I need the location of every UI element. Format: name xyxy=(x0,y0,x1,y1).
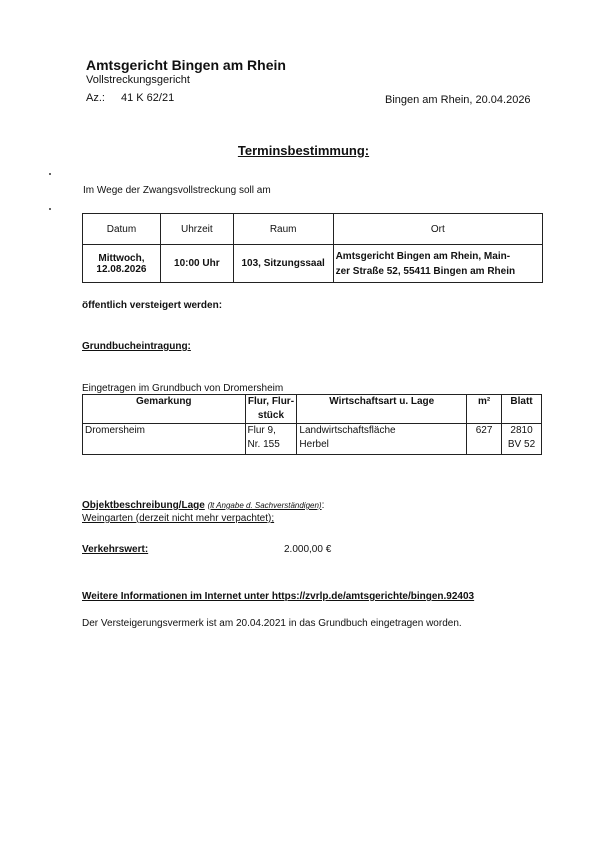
grundbuch-table xyxy=(82,394,542,455)
header-datum: Datum xyxy=(83,214,161,245)
cell-wirtschaftsart xyxy=(297,424,467,455)
cell-flur xyxy=(245,424,297,455)
wirtschaftsart-line-1: Landwirtschaftsfläche xyxy=(299,425,396,436)
cell-gemarkung: Dromersheim xyxy=(83,424,246,455)
header-blatt: Blatt xyxy=(502,395,542,424)
grundbuch-heading: Grundbucheintragung: xyxy=(82,341,191,352)
termin-header-row xyxy=(83,214,543,245)
header-flur-line-2: stück xyxy=(257,410,285,421)
ort-line-1: Amtsgericht Bingen am Rhein, Main- xyxy=(335,250,511,262)
cell-uhrzeit: 10:00 Uhr xyxy=(160,245,233,283)
objekt-suffix: : xyxy=(321,500,325,511)
wirtschaftsart-line-2: Herbel xyxy=(299,439,329,450)
header-wirtschaftsart: Wirtschaftsart u. Lage xyxy=(297,395,467,424)
objekt-description: Weingarten (derzeit nicht mehr verpachtet); xyxy=(82,513,275,524)
court-name: Amtsgericht Bingen am Rhein xyxy=(86,57,286,73)
place-date: Bingen am Rhein, 20.04.2026 xyxy=(385,94,531,106)
document-heading xyxy=(0,143,607,158)
cell-qm: 627 xyxy=(467,424,502,455)
grundbuch-header-row xyxy=(83,395,542,424)
blatt-line-2: BV 52 xyxy=(507,439,536,450)
header-flur-line-1: Flur, Flur- xyxy=(247,396,295,407)
verkehrswert-value: 2.000,00 € xyxy=(284,544,332,555)
info-link-text[interactable]: Weitere Informationen im Internet unter https://zvrlp.de/amtsgerichte/bingen.92403 xyxy=(82,591,475,602)
cell-datum xyxy=(83,245,161,283)
objekt-label-line xyxy=(82,500,324,511)
header-qm: m² xyxy=(467,395,502,424)
margin-dot xyxy=(49,173,51,175)
objekt-label: Objektbeschreibung/Lage xyxy=(82,500,205,511)
case-number-label: Az.: xyxy=(86,92,105,104)
header-ort: Ort xyxy=(333,214,542,245)
intro-text: Im Wege der Zwangsvollstreckung soll am xyxy=(83,185,271,196)
termin-table xyxy=(82,213,543,283)
margin-dot xyxy=(49,208,51,210)
document-heading-text: Terminsbestimmung: xyxy=(237,143,370,158)
verkehrswert-label: Verkehrswert: xyxy=(82,544,149,555)
header-uhrzeit: Uhrzeit xyxy=(160,214,233,245)
blatt-line-1: 2810 xyxy=(510,425,533,436)
header-flur xyxy=(245,395,297,424)
cell-blatt xyxy=(502,424,542,455)
grundbuch-intro: Eingetragen im Grundbuch von Dromersheim xyxy=(82,383,284,394)
cell-ort xyxy=(333,245,542,283)
versteigert-text: öffentlich versteigert werden: xyxy=(82,300,223,311)
cell-raum: 103, Sitzungssaal xyxy=(233,245,333,283)
court-department: Vollstreckungsgericht xyxy=(86,74,190,86)
ort-line-2: zer Straße 52, 55411 Bingen am Rhein xyxy=(335,265,516,277)
case-number: 41 K 62/21 xyxy=(121,92,175,104)
datum-weekday: Mittwoch, xyxy=(98,252,145,264)
objekt-note: (lt Angabe d. Sachverständigen) xyxy=(207,501,322,510)
header-raum: Raum xyxy=(233,214,333,245)
termin-row xyxy=(83,245,543,283)
header-gemarkung: Gemarkung xyxy=(83,395,246,424)
datum-date: 12.08.2026 xyxy=(96,263,147,275)
vermerk-text: Der Versteigerungsvermerk ist am 20.04.2021 in das Grundbuch eingetragen worden. xyxy=(82,618,462,629)
flur-line-2: Nr. 155 xyxy=(247,439,280,450)
grundbuch-row xyxy=(83,424,542,455)
flur-line-1: Flur 9, xyxy=(247,425,276,436)
